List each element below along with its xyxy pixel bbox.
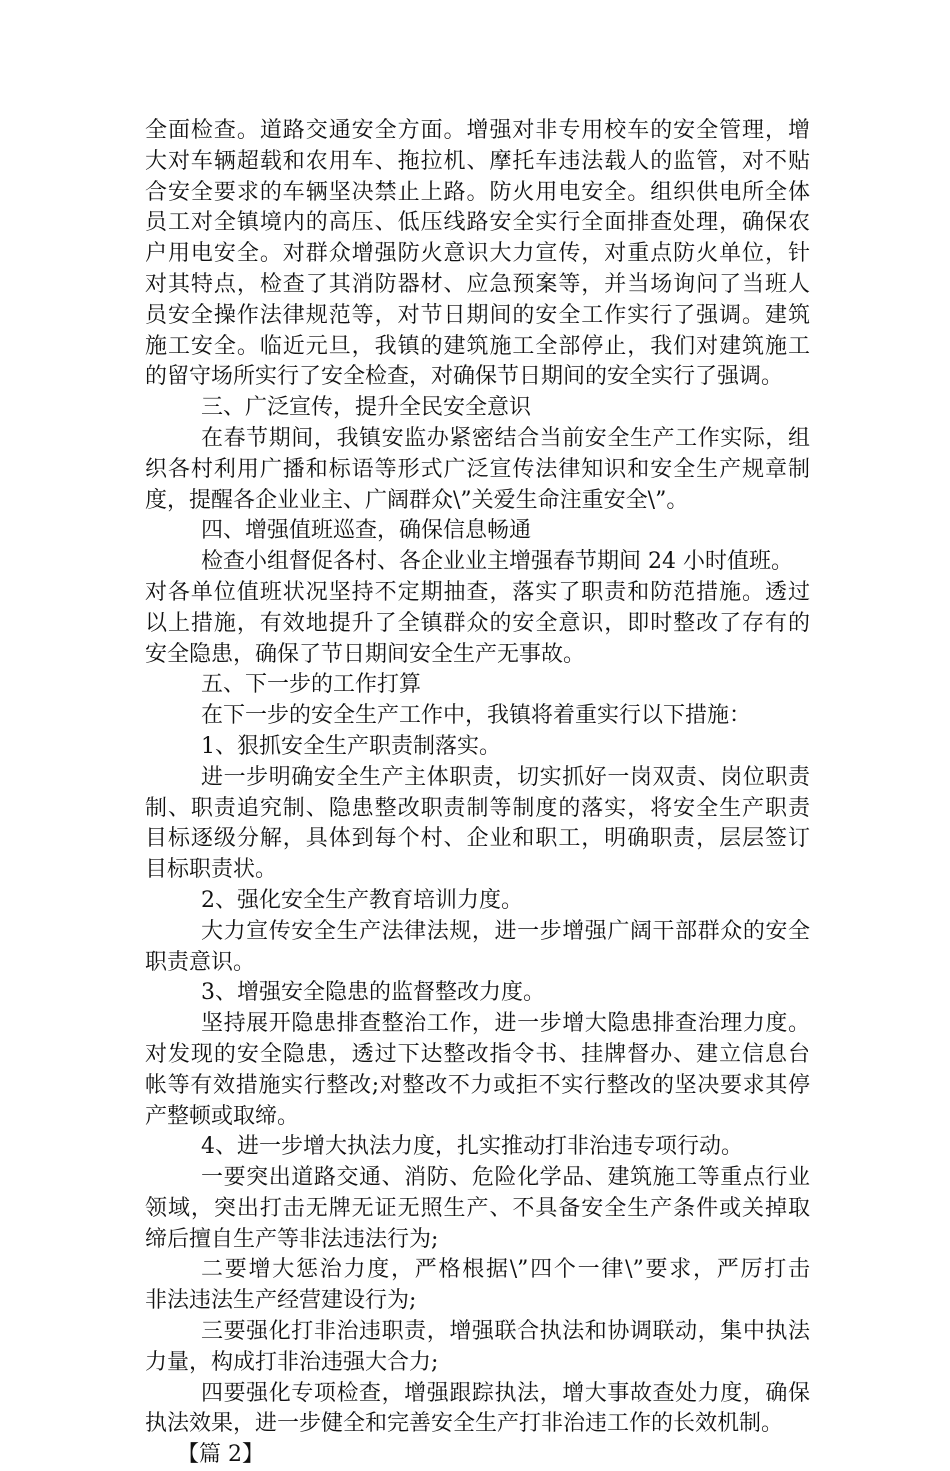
text-line: 一要突出道路交通、消防、危险化学品、建筑施工等重点行业 <box>201 1165 810 1191</box>
text-line: 大力宣传安全生产法律法规，进一步增强广阔干部群众的安全 <box>201 918 810 944</box>
text-line: 检查小组督促各村、各企业业主增强春节期间 24 小时值班。 <box>201 549 793 575</box>
text-line: 员安全操作法律规范等，对节日期间的安全工作实行了强调。建筑 <box>145 302 810 328</box>
text-line: 员工对全镇境内的高压、低压线路安全实行全面排查处理，确保农 <box>145 210 810 236</box>
text-line: 户用电安全。对群众增强防火意识大力宣传，对重点防火单位，针 <box>145 241 810 267</box>
text-line: 对其特点，检查了其消防器材、应急预案等，并当场询问了当班人 <box>145 271 810 297</box>
text-line: 领域，突出打击无牌无证无照生产、不具备安全生产条件或关掉取 <box>145 1195 810 1221</box>
text-line: 全面检查。道路交通安全方面。增强对非专用校车的安全管理，增 <box>145 118 810 143</box>
text-line: 以上措施，有效地提升了全镇群众的安全意识，即时整改了存有的 <box>145 610 810 636</box>
text-line: 的留守场所实行了安全检查，对确保节日期间的安全实行了强调。 <box>145 364 784 390</box>
text-line: 五、下一步的工作打算 <box>201 672 422 698</box>
text-line: 坚持展开隐患排查整治工作，进一步增大隐患排查治理力度。 <box>201 1011 810 1037</box>
text-line: 三、广泛宣传，提升全民安全意识 <box>201 395 532 421</box>
text-line: 度，提醒各企业业主、广阔群众\”关爱生命注重安全\”。 <box>145 487 689 513</box>
text-line: 【篇 2】 <box>177 1442 264 1468</box>
text-line: 合安全要求的车辆坚决禁止上路。防火用电安全。组织供电所全体 <box>145 179 810 205</box>
text-line: 产整顿或取缔。 <box>145 1103 300 1129</box>
text-line: 四、增强值班巡查，确保信息畅通 <box>201 518 532 544</box>
text-line: 力量，构成打非治违强大合力; <box>145 1349 439 1375</box>
text-line: 1、狠抓安全生产职责制落实。 <box>201 733 501 759</box>
text-line: 施工安全。临近元旦，我镇的建筑施工全部停止，我们对建筑施工 <box>145 333 810 359</box>
text-line: 2、强化安全生产教育培训力度。 <box>201 887 523 913</box>
text-line: 在春节期间，我镇安监办紧密结合当前安全生产工作实际，组 <box>201 425 810 451</box>
text-line: 在下一步的安全生产工作中，我镇将着重实行以下措施： <box>201 703 752 729</box>
text-line: 职责意识。 <box>145 949 256 975</box>
text-line: 大对车辆超载和农用车、拖拉机、摩托车违法载人的监管，对不贴 <box>145 148 810 174</box>
text-line: 进一步明确安全生产主体职责，切实抓好一岗双责、岗位职责 <box>201 764 810 790</box>
text-line: 安全隐患，确保了节日期间安全生产无事故。 <box>145 641 586 667</box>
text-line: 3、增强安全隐患的监督整改力度。 <box>201 980 545 1006</box>
text-line: 三要强化打非治违职责，增强联合执法和协调联动，集中执法 <box>201 1319 810 1345</box>
text-line: 执法效果，进一步健全和完善安全生产打非治违工作的长效机制。 <box>145 1411 784 1437</box>
text-line: 非法违法生产经营建设行为; <box>145 1288 417 1314</box>
text-line: 对各单位值班状况坚持不定期抽查，落实了职责和防范措施。透过 <box>145 579 810 605</box>
text-line: 目标职责状。 <box>145 857 278 883</box>
text-line: 对发现的安全隐患，透过下达整改指令书、挂牌督办、建立信息台 <box>145 1041 810 1067</box>
document-body <box>145 116 810 1471</box>
text-line: 织各村利用广播和标语等形式广泛宣传法律知识和安全生产规章制 <box>145 456 810 482</box>
text-line: 二要增大惩治力度，严格根据\”四个一律\”要求，严厉打击 <box>201 1257 810 1283</box>
text-line: 4、进一步增大执法力度，扎实推动打非治违专项行动。 <box>201 1134 743 1160</box>
text-line: 目标逐级分解，具体到每个村、企业和职工，明确职责，层层签订 <box>145 826 810 852</box>
text-line: 帐等有效措施实行整改;对整改不力或拒不实行整改的坚决要求其停 <box>145 1072 810 1098</box>
text-line: 四要强化专项检查，增强跟踪执法，增大事故查处力度，确保 <box>201 1380 810 1406</box>
text-line: 制、职责追究制、隐患整改职责制等制度的落实，将安全生产职责 <box>145 795 810 821</box>
text-line: 缔后擅自生产等非法违法行为; <box>145 1226 439 1252</box>
